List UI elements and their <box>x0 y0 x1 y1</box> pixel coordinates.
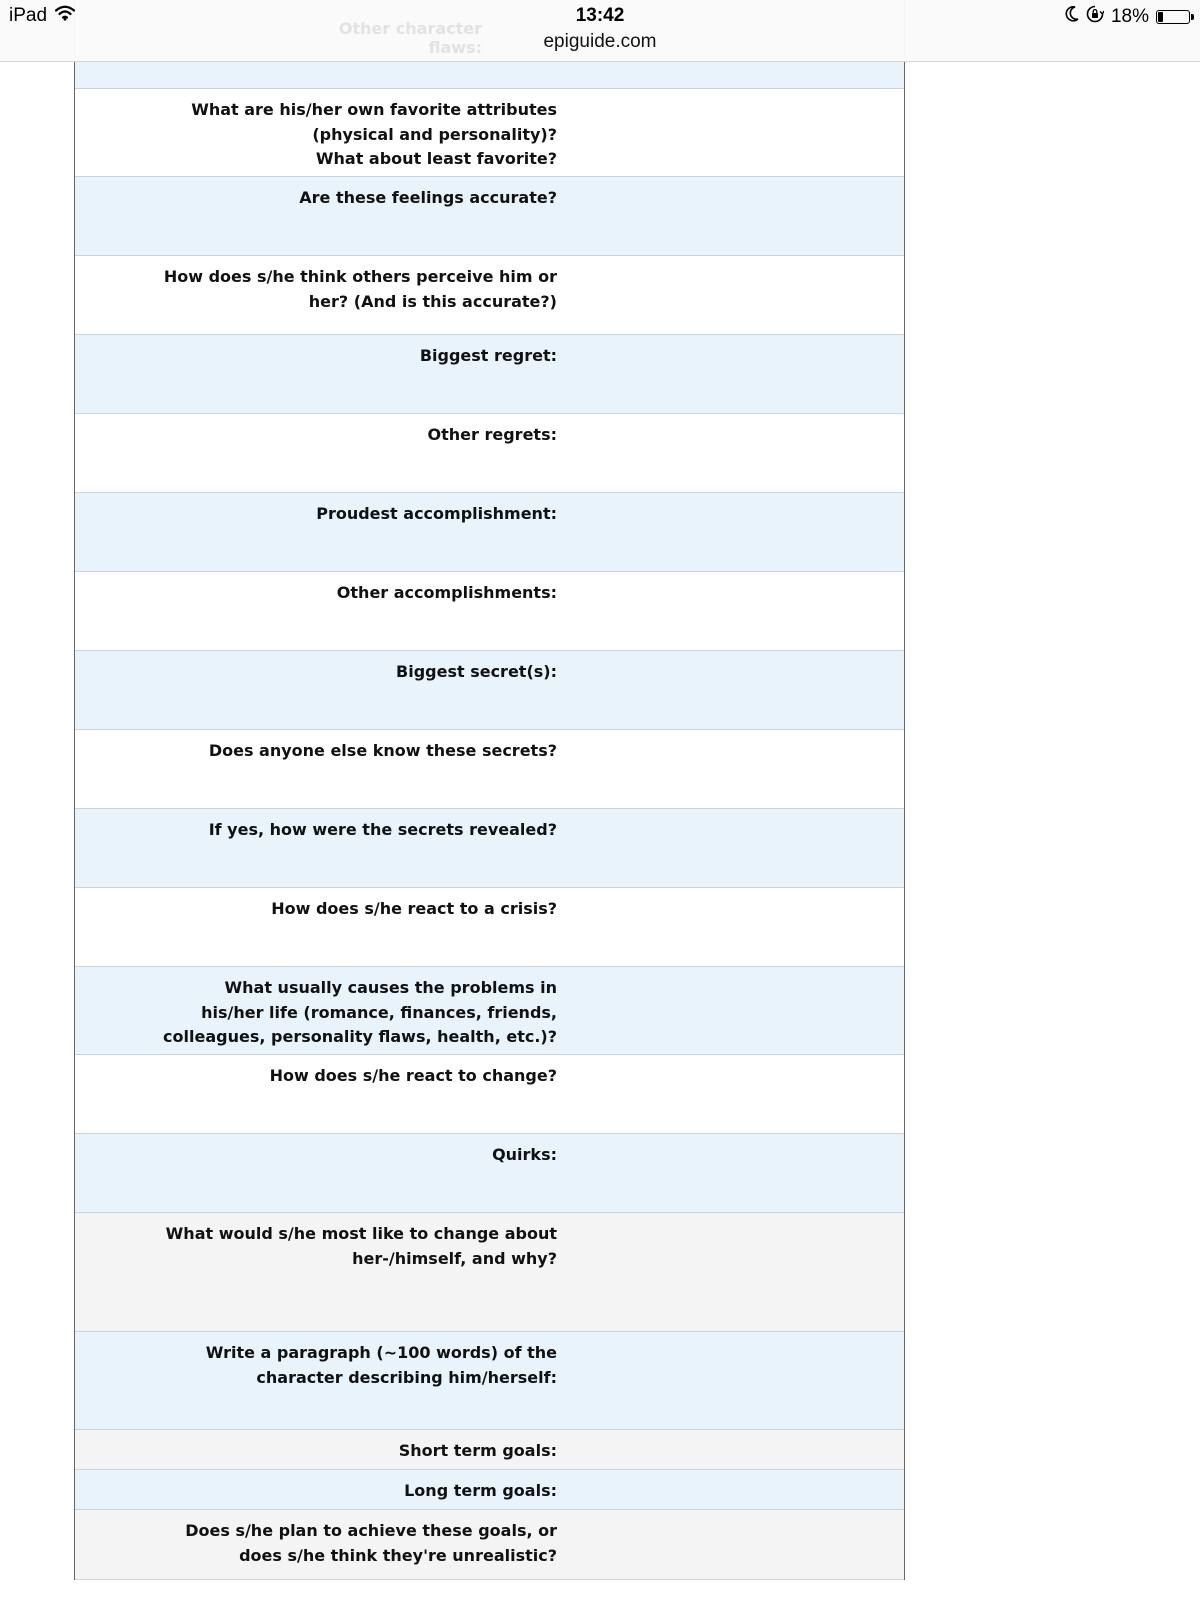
form-row <box>75 1430 904 1470</box>
answer-field[interactable] <box>565 262 894 328</box>
question-label: Does anyone else know these secrets? <box>208 741 557 760</box>
form-row <box>75 256 904 335</box>
question-label: How does s/he react to a crisis? <box>271 899 557 918</box>
question-label: Biggest regret: <box>419 346 557 365</box>
question-label: Quirks: <box>492 1145 557 1164</box>
answer-field[interactable] <box>565 1338 894 1423</box>
answer-field[interactable] <box>565 95 894 170</box>
answer-field[interactable] <box>565 1140 894 1206</box>
question-label: Other regrets: <box>427 425 557 444</box>
answer-field[interactable] <box>565 68 894 82</box>
answer-field[interactable] <box>565 1219 894 1325</box>
answer-field[interactable] <box>565 894 894 960</box>
answer-field[interactable] <box>565 1516 894 1573</box>
form-row <box>75 1134 904 1213</box>
question-label: Biggest secret(s): <box>396 662 557 681</box>
form-row <box>75 1055 904 1134</box>
form-row <box>75 1213 904 1332</box>
answer-field[interactable] <box>565 420 894 486</box>
status-right <box>1058 5 1190 29</box>
question-label: Does s/he plan to achieve these goals, or does s/he think they're unrealistic? <box>185 1521 557 1565</box>
answer-field[interactable] <box>565 578 894 644</box>
answer-field[interactable] <box>565 973 894 1048</box>
answer-field[interactable] <box>565 1061 894 1127</box>
answer-field[interactable] <box>565 736 894 802</box>
answer-field[interactable] <box>565 1436 894 1463</box>
form-row <box>75 1470 904 1510</box>
question-label: What would s/he most like to change about her-/himself, and why? <box>165 1224 557 1268</box>
form-row <box>75 493 904 572</box>
form-row <box>75 1510 904 1580</box>
device-name: iPad <box>9 5 48 26</box>
form-row <box>75 730 904 809</box>
battery-percent: 18% <box>1110 6 1149 27</box>
answer-field[interactable] <box>565 657 894 723</box>
form-row <box>75 335 904 414</box>
question-label: Are these feelings accurate? <box>299 188 557 207</box>
form-row <box>75 177 904 256</box>
partial-row-label: Other character flaws: <box>338 19 482 57</box>
question-label: How does s/he react to change? <box>269 1066 557 1085</box>
form-row <box>75 414 904 493</box>
question-label: Proudest accomplishment: <box>316 504 557 523</box>
form-row <box>75 651 904 730</box>
question-label: If yes, how were the secrets revealed? <box>208 820 557 839</box>
question-label: How does s/he think others perceive him or her? (And is this accurate?) <box>163 267 557 311</box>
question-label: Write a paragraph (~100 words) of the character describing him/herself: <box>205 1343 557 1387</box>
question-label: What are his/her own favorite attributes (physical and personality)? What about least favorite? <box>191 100 557 168</box>
answer-field[interactable] <box>565 183 894 249</box>
answer-field[interactable] <box>565 1476 894 1503</box>
answer-field[interactable] <box>565 815 894 881</box>
form-row <box>75 967 904 1055</box>
form-row <box>75 809 904 888</box>
orientation-lock-icon <box>1086 5 1104 29</box>
character-questionnaire-table <box>74 0 905 1580</box>
form-row <box>75 89 904 177</box>
question-label: Other accomplishments: <box>336 583 557 602</box>
battery-icon <box>1156 10 1190 24</box>
form-row <box>75 572 904 651</box>
question-label: Short term goals: <box>398 1441 557 1460</box>
battery-level <box>1158 12 1163 22</box>
answer-field[interactable] <box>565 341 894 407</box>
form-row <box>75 1332 904 1430</box>
moon-icon <box>1065 6 1079 28</box>
form-row <box>75 61 904 89</box>
answer-field[interactable] <box>565 499 894 565</box>
url-bar[interactable]: epiguide.com <box>543 31 657 52</box>
browser-status-bar <box>0 0 1200 62</box>
question-label: What usually causes the problems in his/her life (romance, finances, friends, colleagues, personality flaws, health, etc.)? <box>163 978 557 1046</box>
question-label: Long term goals: <box>404 1481 557 1500</box>
status-time: 13:42 <box>575 5 625 26</box>
form-row <box>75 888 904 967</box>
